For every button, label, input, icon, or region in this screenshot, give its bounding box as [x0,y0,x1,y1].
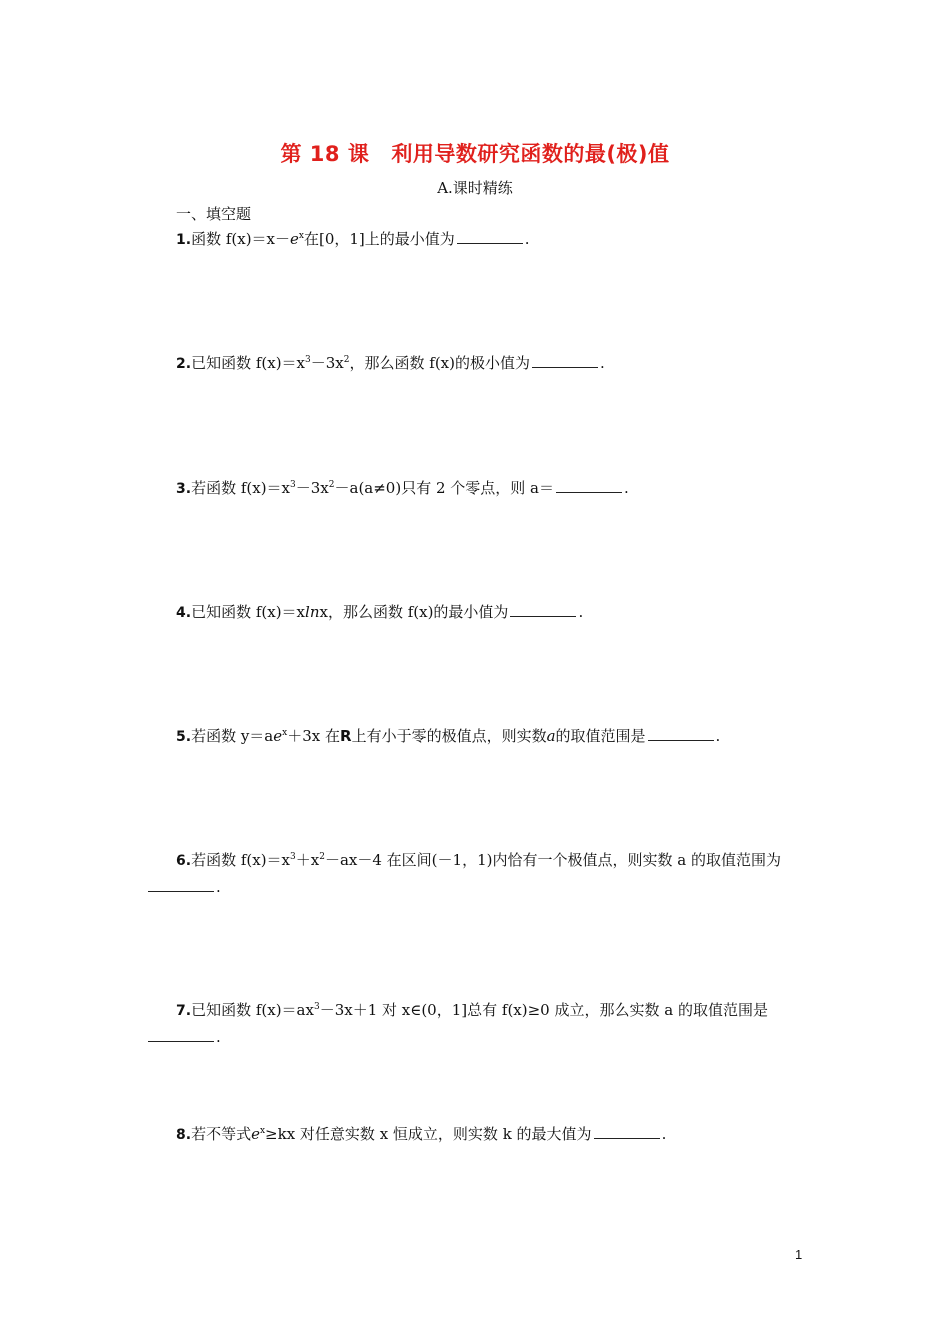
question-3: 3.若函数 $f(x)=x^3-3x^2-a(a\ne 0)$只有 2 个零点，则 a＝ . [176,479,629,497]
answer-blank[interactable] [510,602,576,617]
answer-blank[interactable] [532,353,598,368]
question-number: 3. [176,481,192,497]
page-number: 1 [795,1247,803,1262]
question-6: 6.若函数 $f(x)=x^3+x^2-ax-4$ 在区间(－1，1)内恰有一个极值点，则实数 a 的取值范围为. [146,847,810,900]
page-title [0,138,950,168]
question-number: 5. [176,729,192,745]
question-8: 8.若不等式$e^x\ge kx$ 对任意实数 x 恒成立，则实数 k 的最大值为 . [176,1125,667,1143]
answer-blank[interactable] [457,229,523,244]
answer-blank[interactable] [648,726,714,741]
answer-blank[interactable] [148,877,214,892]
question-5: 5.若函数 $y=ae^x+3x$ 在R上有小于零的极值点，则实数a的取值范围是 . [176,727,721,745]
question-number: 7. [176,1003,192,1019]
lesson-number: 第 18 课 [280,142,370,166]
question-number: 4. [176,605,192,621]
question-number: 2. [176,356,192,372]
question-4: 4.已知函数 f(x)＝xlnx，那么函数 f(x)的最小值为 . [176,603,584,621]
question-7: 7.已知函数 $f(x)=ax^3-3x+1$ 对 x∈(0，1]总有 f(x)≥0 成立，那么实数 a 的取值范围是. [146,997,810,1050]
section-heading: 一、填空题 [176,205,252,223]
lesson-topic: 利用导数研究函数的最(极)值 [391,142,670,166]
question-number: 1. [176,232,192,248]
answer-blank[interactable] [594,1124,660,1139]
subtitle: A.课时精练 [437,179,513,197]
question-2: 2.已知函数 $f(x)=x^3-3x^2$，那么函数 f(x)的极小值为 . [176,354,605,372]
question-number: 6. [176,853,192,869]
question-1: 1.函数 $f(x)=x-e^x$在[0，1]上的最小值为 . [176,230,530,248]
question-number: 8. [176,1127,192,1143]
answer-blank[interactable] [148,1027,214,1042]
answer-blank[interactable] [556,478,622,493]
